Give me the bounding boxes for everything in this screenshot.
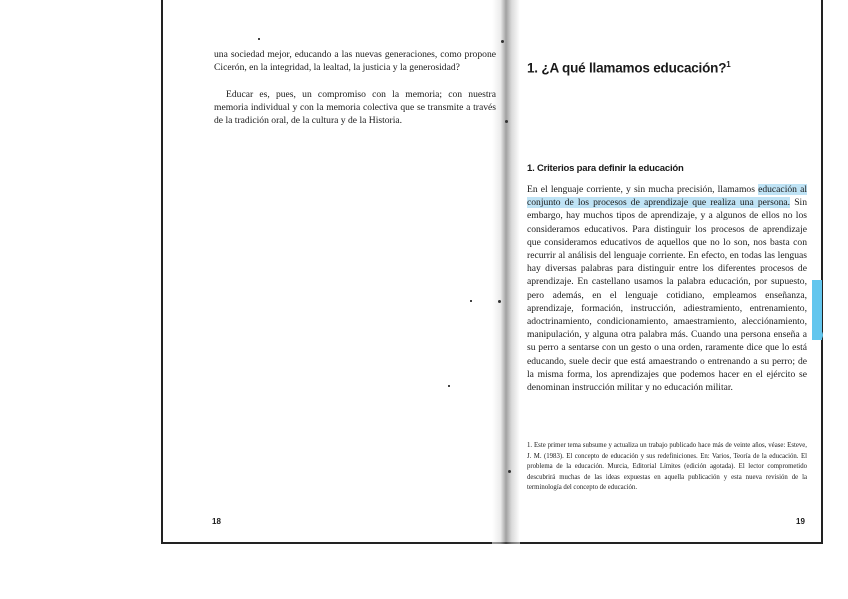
section-title: 1. Criterios para definir la educación [527, 163, 684, 174]
scan-speck [501, 40, 504, 43]
scan-speck [448, 385, 450, 387]
highlighted-definition[interactable]: educación al conjunto de los procesos de aprendizaje que realiza una persona. [527, 184, 807, 209]
left-paragraph-2: Educar es, pues, un compromiso con la memoria; con nuestra memoria individual y con la memoria colectiva que se transmite a través de la tradición oral, de la cultura y de la Historia. [214, 89, 496, 127]
chapter-footnote-ref: 1 [726, 60, 731, 69]
book-gutter-shadow [492, 0, 520, 544]
right-page-number: 19 [796, 517, 805, 526]
blue-marker-stroke [815, 330, 823, 340]
body-text-rest: Sin embargo, hay muchos tipos de aprendizaje, y a algunos de ellos no los consideramos educativos. Para distinguir los procesos de aprendizaje que consideramos educativos de aquellos que no lo son, nos basta con recurrir al análisis del lenguaje corriente. En efecto, en todas las lenguas hay diversas palabras para distinguir entre los diferentes procesos de aprendizaje. En castellano usamos la palabra educación, por supuesto, pero además, en el lenguaje cotidiano, empleamos enseñanza, aprendizaje, formación, instrucción, adiestramiento, entrenamiento, adoctrinamiento, condicionamiento, amaestramiento, alecciónamiento, manipulación, y alguna otra palabra más. Cuando una persona enseña a su perro a sentarse con un gesto o una orden, raramente dice que lo está educando, suele decir que está amaestrando o entrenando a su perro; de la misma forma, los aprendizajes que podemos hacer en el ejército se denominan instrucción militar y no educación militar. [527, 197, 807, 394]
footnote: 1. Este primer tema subsume y actualiza un trabajo publicado hace más de veinte años, véase: Esteve, J. M. (1983). El concepto de educación y sus redefiniciones. En: Varios, Teoría de la educación. El problema de la educación. Murcia, Editorial Límites (edición agotada). El lector comprometido descubrirá muchas de las ideas expuestas en aquella publicación y esta nueva revisión de la terminología del concepto de educación. [527, 442, 807, 491]
scan-speck [258, 38, 260, 40]
left-paragraph-1: una sociedad mejor, educando a las nuevas generaciones, como propone Cicerón, en la integridad, la lealtad, la justicia y la generosidad? [214, 49, 496, 74]
chapter-title-text: 1. ¿A qué llamamos educación? [527, 60, 727, 76]
scan-speck [505, 120, 508, 123]
left-page-number: 18 [212, 517, 221, 526]
scan-speck [508, 470, 511, 473]
scan-speck [470, 300, 472, 302]
scan-edge-right [821, 0, 823, 544]
scan-speck [498, 300, 501, 303]
body-text-start: En el lenguaje corriente, y sin mucha precisión, llamamos [527, 184, 759, 195]
body-paragraph [527, 183, 807, 394]
scan-edge-left [161, 0, 163, 544]
chapter-title [527, 60, 731, 76]
